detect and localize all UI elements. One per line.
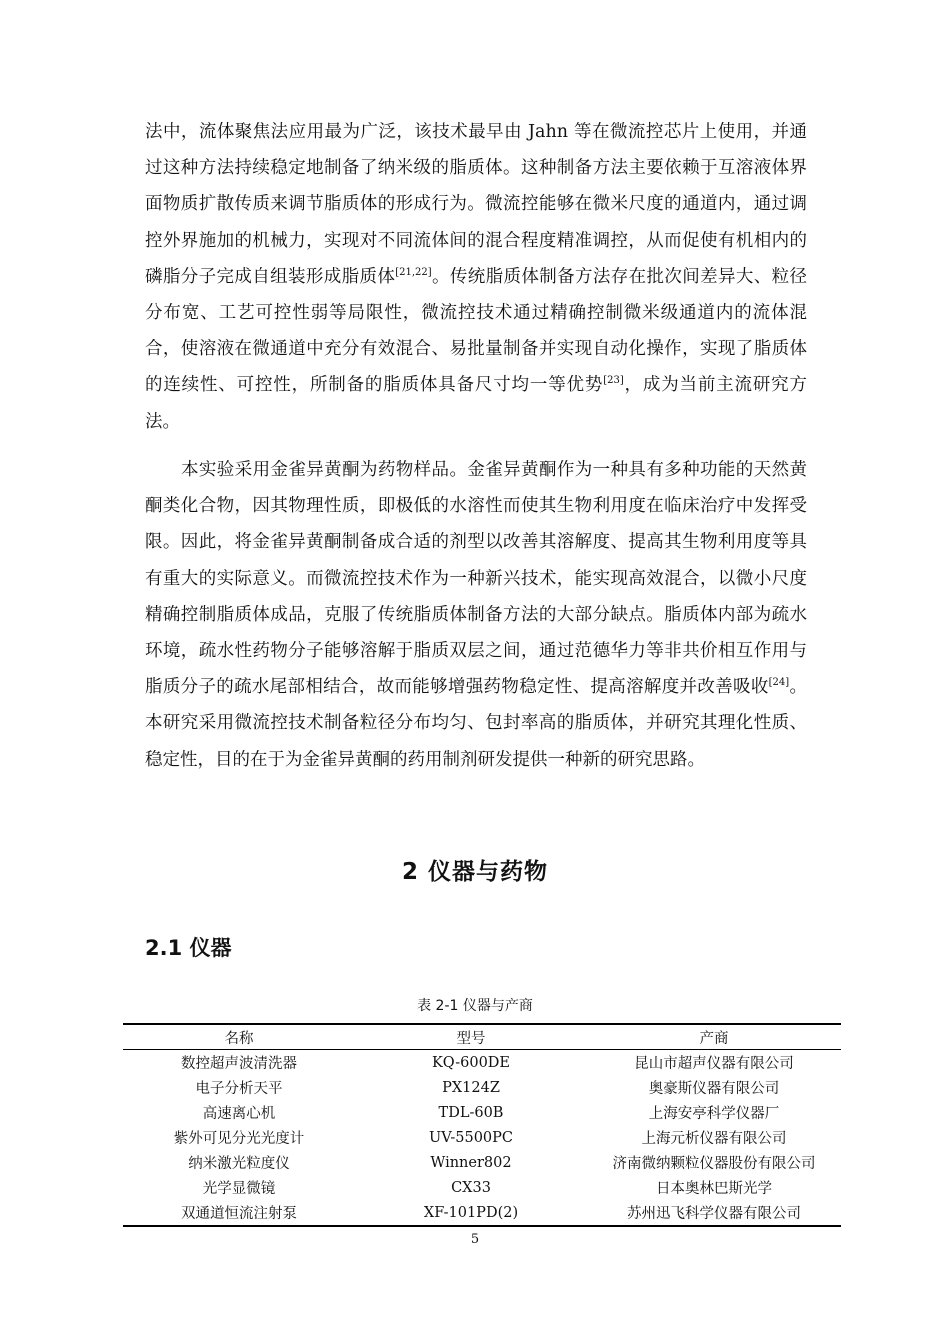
paragraph-1-text-a: 法中，流体聚焦法应用最为广泛，该技术最早由 Jahn 等在微流控芯片上使用，并通过这种方法持续稳定地制备了纳米级的脂质体。这种制备方法主要依赖于互溶液体界面物质扩散传质来调节脂质体的形成行为。微流控能够在微米尺度的通道内，通过调控外界施加的机械力，实现对不同流体间的混合程度精准调控，从而促使有机相内的磷脂分子完成自组装形成脂质体 [145, 122, 807, 287]
paragraph-1-text-b: 。传统脂质体制备方法存在批次间差异大、粒径分布宽、工艺可控性弱等局限性，微流控技术通过精确控制微米级通道内的流体混合，使溶液在微通道中充分有效混合、易批量制备并实现自动化操作，实现了脂质体的连续性、可控性，所制备的脂质体具备尺寸均一等优势 [145, 266, 808, 396]
cell-manufacturer: 上海安亭科学仪器厂 [648, 1106, 780, 1122]
table-caption: 表 2-1 仪器与产商 [417, 998, 533, 1014]
paragraph-1 [145, 114, 807, 440]
citation-24: [24] [768, 677, 790, 689]
cell-name: 双通道恒流注射泵 [123, 1200, 355, 1226]
cell-name: 光学显微镜 [202, 1181, 276, 1197]
citation-21-22: [21,22] [395, 266, 432, 278]
cell-manufacturer: 日本奥林巴斯光学 [656, 1181, 772, 1197]
chapter-title: 2 仪器与药物 [401, 859, 548, 885]
cell-model: Winner802 [430, 1154, 512, 1171]
cell-model: PX124Z [442, 1079, 500, 1096]
cell-manufacturer: 昆山市超声仪器有限公司 [634, 1056, 794, 1072]
cell-name: 电子分析天平 [195, 1081, 283, 1097]
table-row [123, 1175, 841, 1200]
cell-model: UV-5500PC [428, 1129, 513, 1146]
table-row [123, 1050, 841, 1076]
paragraph-2-text-a: 本实验采用金雀异黄酮为药物样品。金雀异黄酮作为一种具有多种功能的天然黄酮类化合物，因其物理性质，即极低的水溶性而使其生物利用度在临床治疗中发挥受限。因此，将金雀异黄酮制备成合适的剂型以改善其溶解度、提高其生物利用度等具有重大的实际意义。而微流控技术作为一种新兴技术，能实现高效混合，以微小尺度精确控制脂质体成品，克服了传统脂质体制备方法的大部分缺点。脂质体内部为疏水环境，疏水性药物分子能够溶解于脂质双层之间，通过范德华力等非共价相互作用与脂质分子的疏水尾部相结合，故而能够增强药物稳定性、提高溶解度并改善吸收 [145, 460, 807, 698]
cell-manufacturer: 奥豪斯仪器有限公司 [648, 1081, 780, 1097]
citation-23: [23] [603, 375, 624, 387]
table-row [123, 1100, 841, 1125]
table-row [123, 1150, 841, 1175]
cell-manufacturer: 苏州迅飞科学仪器有限公司 [587, 1200, 841, 1226]
table-row [123, 1200, 841, 1226]
paragraph-2-text-b: 。本研究采用微流控技术制备粒径分布均匀、包封率高的脂质体，并研究其理化性质、稳定性，目的在于为金雀异黄酮的药用制剂研发提供一种新的研究思路。 [145, 677, 808, 770]
cell-manufacturer: 济南微纳颗粒仪器股份有限公司 [612, 1156, 816, 1172]
cell-name: 紫外可见分光光度计 [173, 1131, 305, 1147]
cell-name: 高速离心机 [202, 1106, 276, 1122]
page-number: 5 [470, 1232, 480, 1247]
header-name: 名称 [123, 1024, 355, 1050]
section-title: 2.1 仪器 [145, 936, 232, 960]
cell-model: TDL-60B [438, 1104, 504, 1121]
cell-name: 数控超声波清洗器 [181, 1056, 297, 1072]
paragraph-2 [145, 452, 807, 778]
cell-model: XF-101PD(2) [355, 1200, 587, 1226]
cell-manufacturer: 上海元析仪器有限公司 [641, 1131, 787, 1147]
header-model: 型号 [355, 1024, 587, 1050]
paragraph-1-text-c: ，成为当前主流研究方法。 [145, 375, 808, 432]
cell-model: CX33 [451, 1179, 491, 1196]
table-row [123, 1125, 841, 1150]
table-header-row [123, 1024, 841, 1050]
cell-name: 纳米激光粒度仪 [188, 1156, 290, 1172]
instrument-table [123, 1023, 841, 1227]
cell-model: KQ-600DE [431, 1054, 511, 1071]
table-row [123, 1075, 841, 1100]
header-manufacturer: 产商 [587, 1024, 841, 1050]
